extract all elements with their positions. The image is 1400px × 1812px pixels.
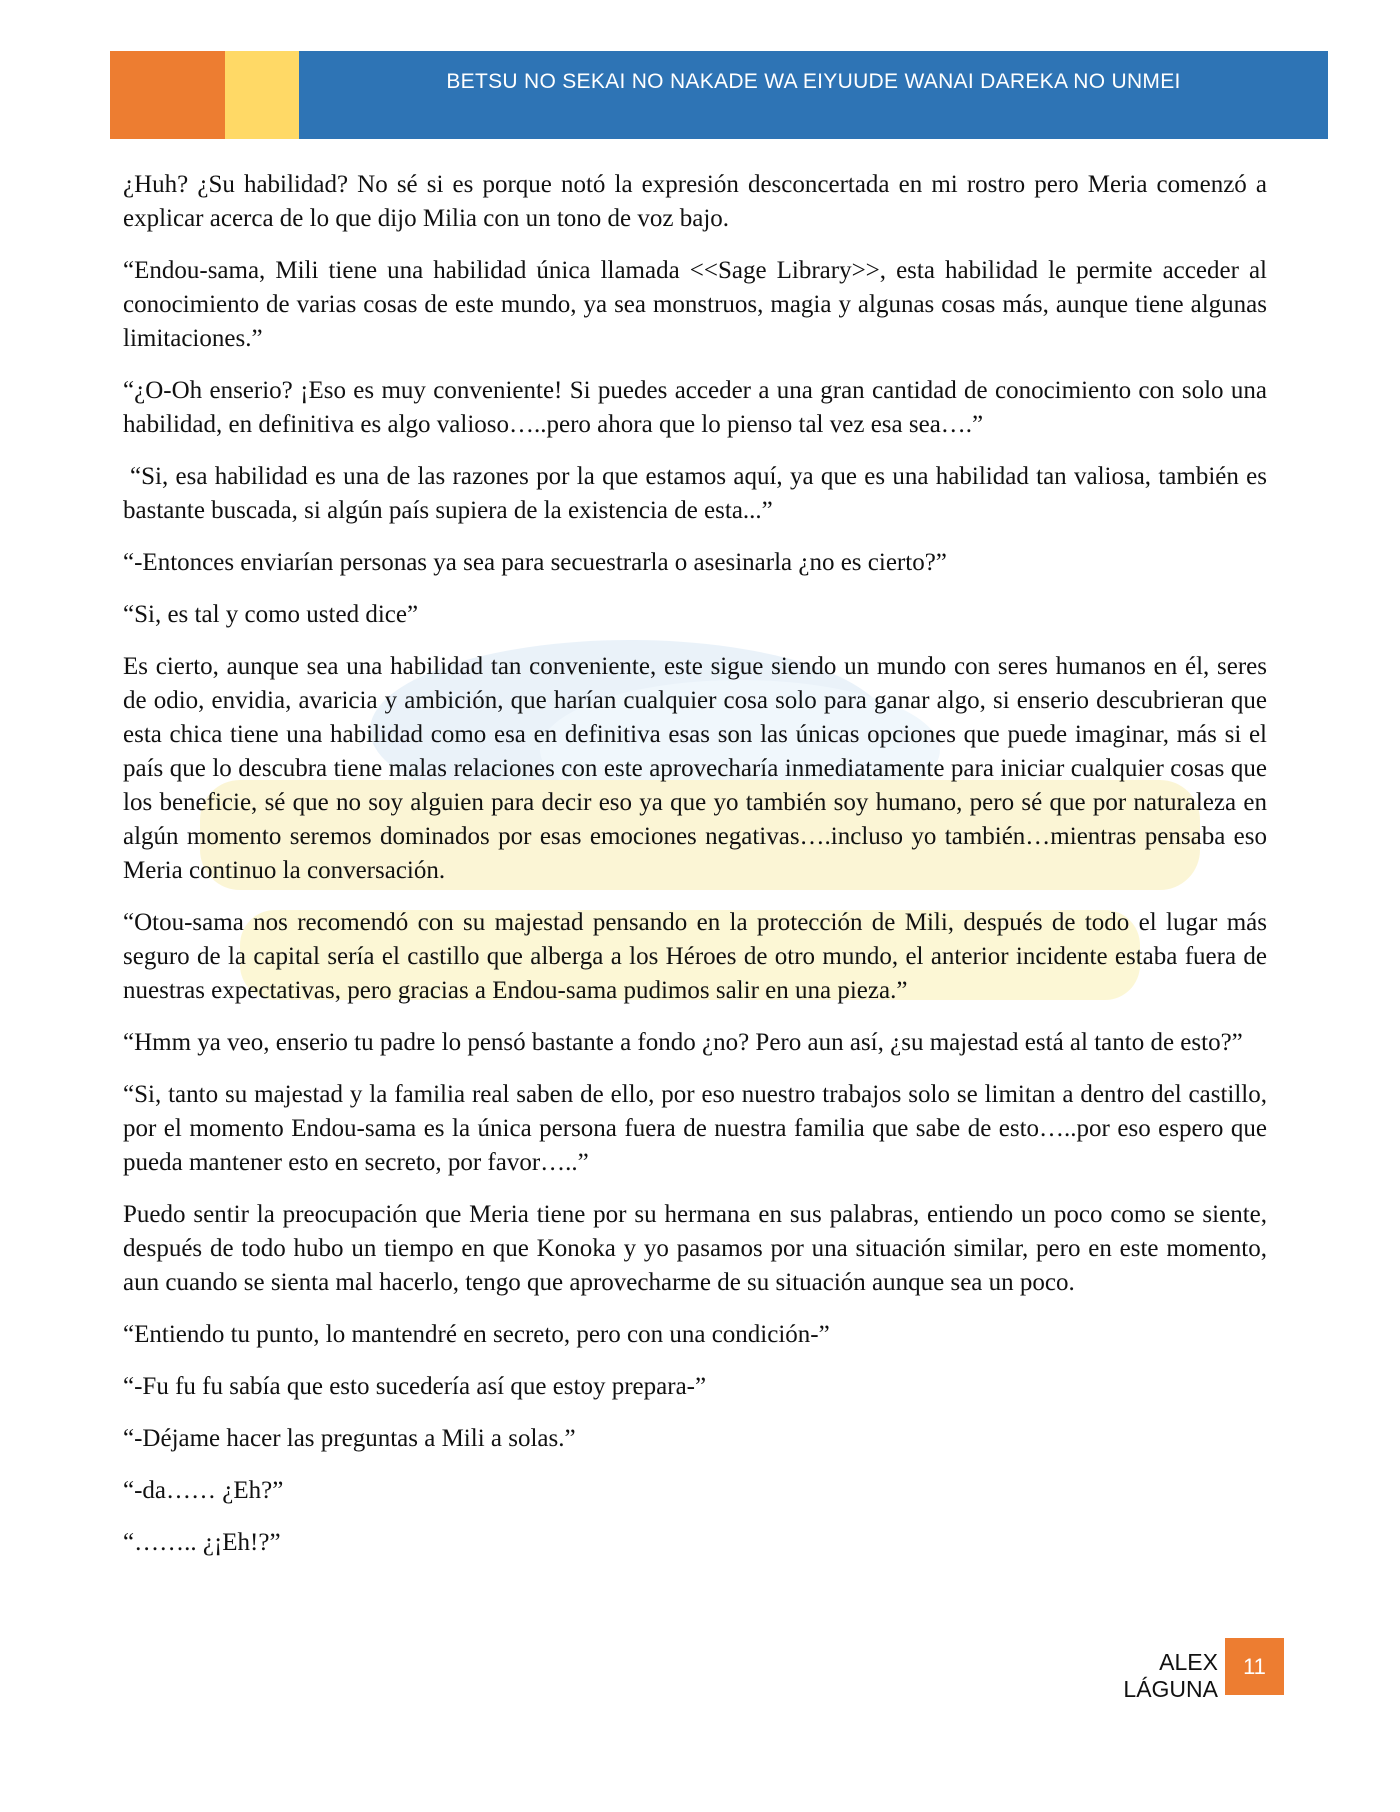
paragraph: “-Entonces enviarían personas ya sea para secuestrarla o asesinarla ¿no es cierto?” [123,549,947,576]
paragraph: Puedo sentir la preocupación que Meria tiene por su hermana en sus palabras, entiendo un poco como se siente, después de todo hubo un tiempo en que Konoka y yo pasamos por una situación similar, pero en este momento, aun cuando se sienta mal hacerlo, tengo que aprovecharme de su situación aunque sea un poco. [123,1201,1267,1296]
paragraph: “Hmm ya veo, enserio tu padre lo pensó bastante a fondo ¿no? Pero aun así, ¿su majestad está al tanto de esto?” [123,1029,1243,1056]
paragraph: “Otou-sama nos recomendó con su majestad pensando en la protección de Mili, después de todo el lugar más seguro de la capital sería el castillo que alberga a los Héroes de otro mundo, el anterior incidente estaba fuera de nuestras expectativas, pero gracias a Endou-sama pudimos salir en una pieza.” [123,909,1267,1004]
paragraph: “-Fu fu fu sabía que esto sucedería así que estoy prepara-” [123,1373,707,1400]
paragraph: “Si, esa habilidad es una de las razones por la que estamos aquí, ya que es una habilidad tan valiosa, también es bastante buscada, si algún país supiera de la existencia de esta...” [123,463,1267,524]
page-header [110,51,1328,139]
paragraph: “-Déjame hacer las preguntas a Mili a solas.” [123,1425,576,1452]
paragraph: Es cierto, aunque sea una habilidad tan conveniente, este sigue siendo un mundo con seres humanos en él, seres de odio, envidia, avaricia y ambición, que harían cualquier cosa solo para ganar algo, si enserio descubrieran que esta chica tiene una habilidad como esa en definitiva esas son las únicas opciones que puede imaginar, más si el país que lo descubra tiene malas relaciones con este aprovecharía inmediatamente para iniciar cualquier cosas que los beneficie, sé que no soy alguien para decir eso ya que yo también soy humano, pero sé que por naturaleza en algún momento seremos dominados por esas emociones negativas….incluso yo también…mientras pensaba eso Meria continuo la conversación. [123,653,1267,884]
paragraph: “Entiendo tu punto, lo mantendré en secreto, pero con una condición-” [123,1321,830,1348]
paragraph: “Endou-sama, Mili tiene una habilidad única llamada <<Sage Library>>, esta habilidad le permite acceder al conocimiento de varias cosas de este mundo, ya sea monstruos, magia y algunas cosas más, aunque tiene algunas limitaciones.” [123,257,1267,352]
page-number: 11 [1225,1638,1284,1695]
paragraph: “Si, es tal y como usted dice” [123,601,419,628]
paragraph: “…….. ¿¡Eh!?” [123,1529,281,1556]
header-orange-block [110,51,225,139]
paragraph: “¿O-Oh enserio? ¡Eso es muy conveniente! Si puedes acceder a una gran cantidad de conocimiento con solo una habilidad, en definitiva es algo valioso…..pero ahora que lo pienso tal vez esa sea….” [123,377,1267,438]
paragraph: “Si, tanto su majestad y la familia real saben de ello, por eso nuestro trabajos solo se limitan a dentro del castillo, por el momento Endou-sama es la única persona fuera de nuestra familia que sabe de esto…..por eso espero que pueda mantener esto en secreto, por favor…..” [123,1081,1267,1176]
paragraph: ¿Huh? ¿Su habilidad? No sé si es porque notó la expresión desconcertada en mi rostro pero Meria comenzó a explicar acerca de lo que dijo Milia con un tono de voz bajo. [123,171,1267,232]
document-body [123,168,1267,1578]
header-yellow-block [225,51,299,139]
paragraph: “-da…… ¿Eh?” [123,1477,284,1504]
footer-author: ALEX LÁGUNA [1123,1649,1218,1702]
header-title: BETSU NO SEKAI NO NAKADE WA EIYUUDE WANAI DAREKA NO UNMEI [299,51,1328,139]
